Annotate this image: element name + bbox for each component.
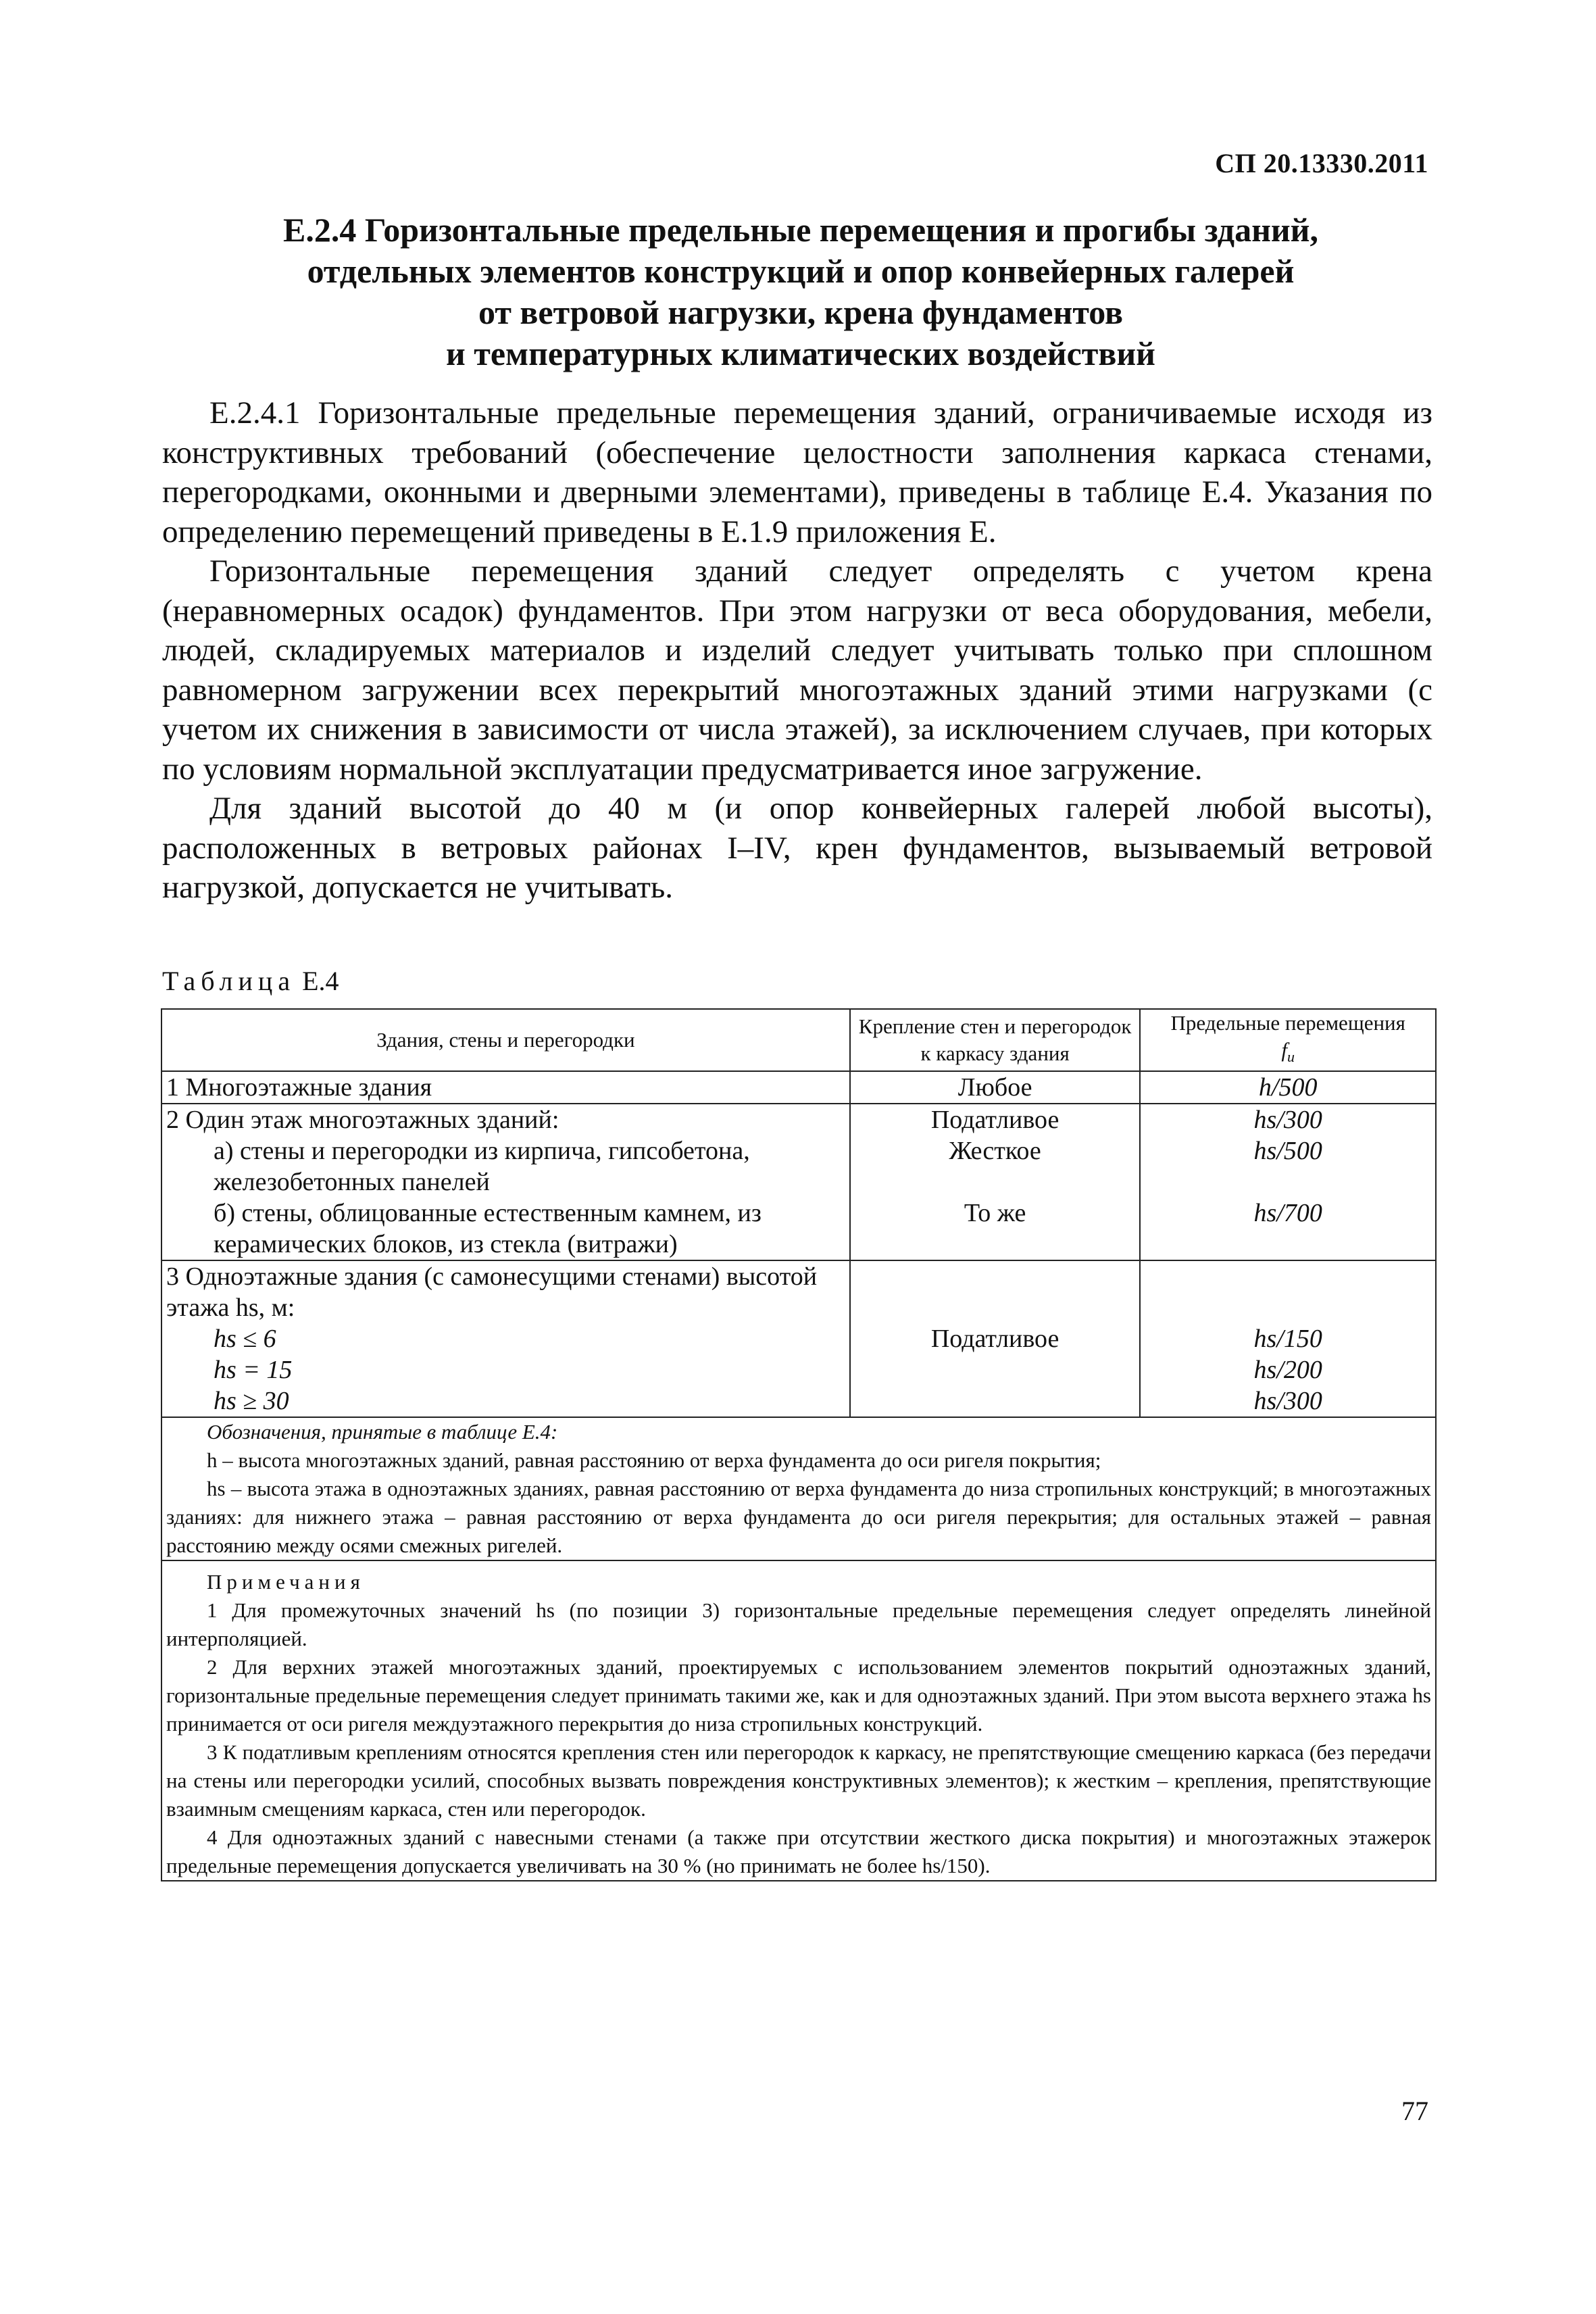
row1-fixing: Любое (850, 1071, 1141, 1104)
note-item: 2 Для верхних этажей многоэтажных зданий, проектируемых с использованием элементов покрытий одноэтажных зданий, горизонтальные предельные перемещения следует принимать такими же, как и для одноэтажных зданий. При этом высота верхнего этажа hs принимается от оси ригеля междуэтажного перекрытия до низа стропильных конструкций. (166, 1655, 1431, 1736)
row1-name: 1 Многоэтажные здания (161, 1071, 850, 1104)
row1-limit: h/500 (1140, 1071, 1436, 1104)
table-row (161, 1071, 1436, 1104)
section-heading-line: от ветровой нагрузки, крена фундаментов (478, 293, 1123, 331)
limits-table (161, 1008, 1437, 1881)
header-buildings: Здания, стены и перегородки (161, 1009, 850, 1071)
row3-limit-value: hs/300 (1253, 1387, 1322, 1416)
document-code: СП 20.13330.2011 (1215, 148, 1428, 178)
row2-name (161, 1104, 850, 1260)
row3-title: 3 Одноэтажные здания (с самонесущими стенами) высотой этажа hs, м: (166, 1262, 818, 1323)
notes-title: Примечания (207, 1570, 365, 1594)
row3-fixing-spacer (855, 1261, 1136, 1323)
note-item: 4 Для одноэтажных зданий с навесными стенами (а также при отсутствии жесткого диска покрытия) и многоэтажных этажерок предельные перемещения допускается увеличивать на 30 % (но принимать не более hs/150). (166, 1825, 1431, 1878)
row2-limit-main: hs/300 (1253, 1106, 1322, 1135)
notes (161, 1560, 1436, 1881)
header-fixing: Крепление стен и перегородок к каркасу здания (850, 1009, 1141, 1071)
row2-sub-a: а) стены и перегородки из кирпича, гипсобетона, железобетонных панелей (214, 1137, 750, 1197)
table-e4 (161, 1008, 1437, 1881)
row2-limit (1140, 1104, 1436, 1260)
designation-hs: hs – высота этажа в одноэтажных зданиях, равная расстоянию от верха фундамента до низа стропильных конструкций; в многоэтажных зданиях: для нижнего этажа – равная расстоянию от верха фундамента до оси ригеля перекрытия; для остальных этажей – равная расстоянию между осями смежных ригелей. (166, 1477, 1431, 1558)
row3-limit-spacer (1145, 1261, 1431, 1323)
row2-limit-b: hs/700 (1253, 1199, 1322, 1228)
row3-limit (1140, 1260, 1436, 1417)
note-item: 3 К податливым креплениям относятся крепления стен или перегородок к каркасу, не препятствующие смещению каркаса (без передачи на стены или перегородки усилий, способных вызвать повреждения конструктивных элементов); к жестким – крепления, препятствующие взаимным смещениям каркаса, стен или перегородок. (166, 1740, 1431, 1821)
page-number: 77 (1401, 2096, 1428, 2126)
header-limit-text: Предельные перемещения (1170, 1011, 1405, 1035)
row2-title: 2 Один этаж многоэтажных зданий: (166, 1106, 559, 1135)
table-row (161, 1104, 1436, 1260)
designations (161, 1417, 1436, 1560)
section-heading (203, 210, 1399, 374)
row2-fixing-main: Податливое (930, 1106, 1059, 1135)
paragraph: Е.2.4.1 Горизонтальные предельные перемещения зданий, ограничиваемые исходя из конструктивных требований (обеспечение целостности заполнения каркаса стенами, перегородками, оконными и дверными элементами), приведены в таблице Е.4. Указания по определению перемещений приведены в Е.1.9 приложения Е. (162, 395, 1432, 549)
row3-fixing-value: Податливое (930, 1325, 1059, 1354)
header-limit-symbol: $f_u$ (1281, 1038, 1295, 1066)
row3-name (161, 1260, 850, 1417)
section-heading-line: и температурных климатических воздействий (446, 335, 1155, 372)
row2-sub-b: б) стены, облицованные естественным камнем, из керамических блоков, из стекла (витражи) (214, 1199, 762, 1259)
row2-fixing-b: То же (964, 1199, 1026, 1228)
section-heading-line: отдельных элементов конструкций и опор конвейерных галерей (307, 252, 1295, 290)
designations-title: Обозначения, принятые в таблице Е.4: (207, 1420, 558, 1444)
header-limit (1140, 1009, 1436, 1071)
row2-limit-a: hs/500 (1253, 1137, 1322, 1166)
table-caption (162, 965, 339, 997)
row3-case: hs ≥ 30 (214, 1387, 289, 1416)
notes-row (161, 1560, 1436, 1881)
paragraph: Горизонтальные перемещения зданий следует определять с учетом крена (неравномерных осадок) фундаментов. При этом нагрузки от веса оборудования, мебели, людей, складируемых материалов и изделий следует учитывать только при сплошном равномерном загружении всех перекрытий многоэтажных зданий этими нагрузками (с учетом их снижения в зависимости от числа этажей), за исключением случаев, при которых по условиям нормальной эксплуатации предусматривается иное загружение. (162, 553, 1432, 787)
table-caption-number: Е.4 (302, 966, 339, 996)
row3-case: hs ≤ 6 (214, 1325, 276, 1354)
row2-fixing (850, 1104, 1141, 1260)
row3-fixing (850, 1260, 1141, 1417)
paragraph: Для зданий высотой до 40 м (и опор конвейерных галерей любой высоты), расположенных в ветровых районах I–IV, крен фундаментов, вызываемый ветровой нагрузкой, допускается не учитывать. (162, 791, 1432, 905)
row3-limit-value: hs/200 (1253, 1356, 1322, 1385)
body-text (162, 393, 1432, 908)
designation-h: h – высота многоэтажных зданий, равная расстоянию от верха фундамента до оси ригеля покрытия; (207, 1448, 1101, 1473)
table-row (161, 1260, 1436, 1417)
table-header-row (161, 1009, 1436, 1071)
row3-case: hs = 15 (214, 1356, 293, 1385)
designations-row (161, 1417, 1436, 1560)
section-heading-line: Е.2.4 Горизонтальные предельные перемещения и прогибы зданий, (282, 211, 1318, 249)
note-item: 1 Для промежуточных значений hs (по позиции 3) горизонтальные предельные перемещения следует определять линейной интерполяцией. (166, 1598, 1431, 1651)
table-caption-word: Таблица (162, 966, 296, 996)
row3-limit-value: hs/150 (1253, 1325, 1322, 1354)
row2-fixing-a: Жесткое (949, 1137, 1041, 1166)
